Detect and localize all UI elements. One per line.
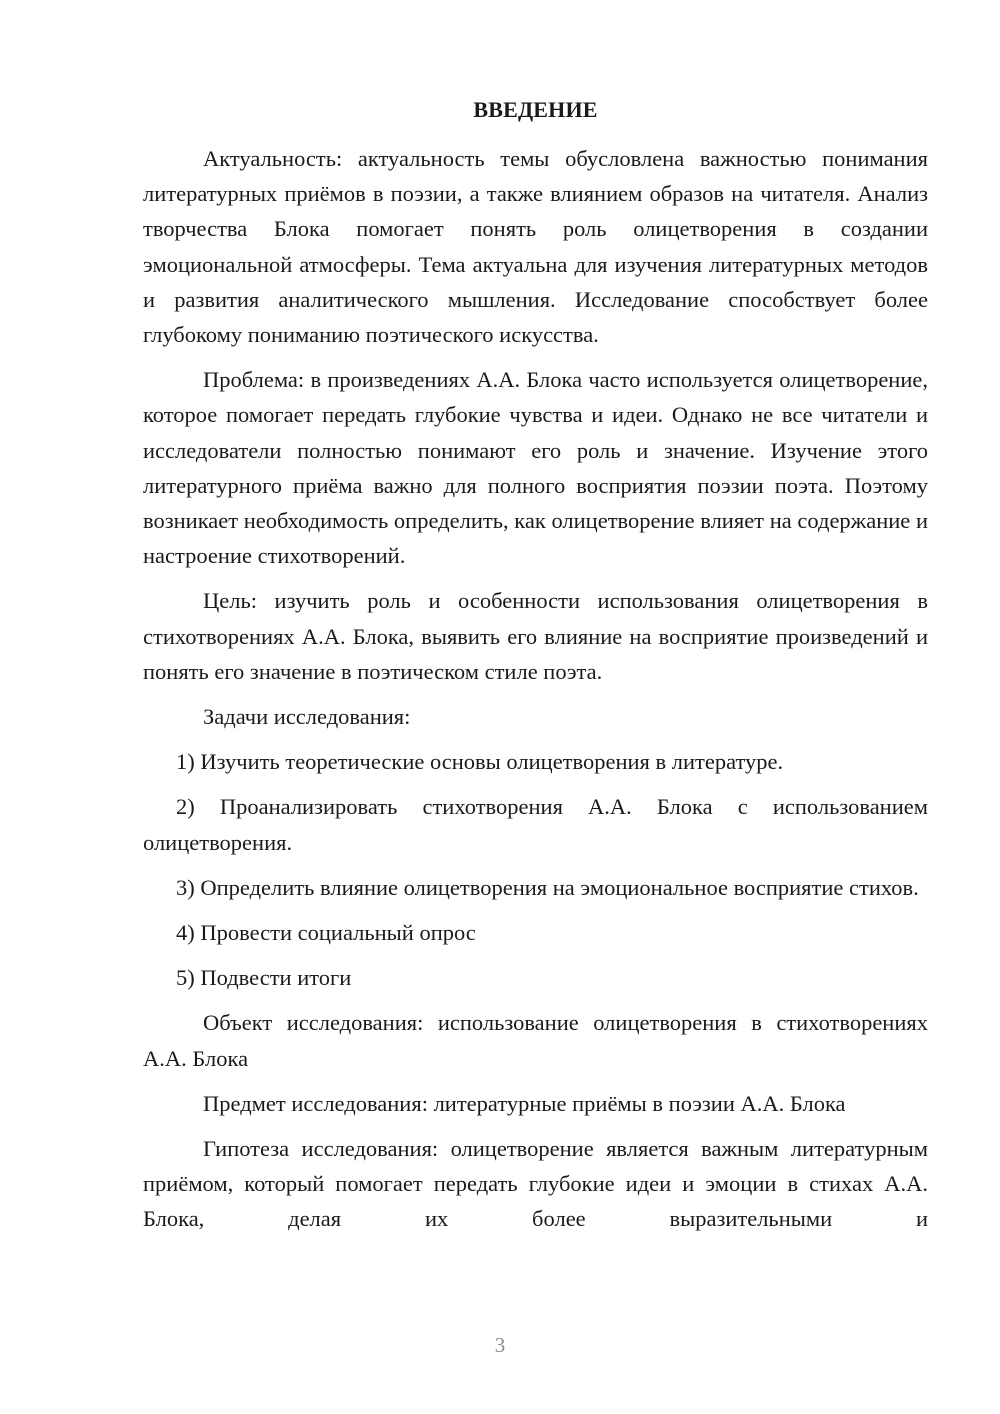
task-item-2: 2) Проанализировать стихотворения А.А. Блока с использованием олицетворения. [143,794,928,855]
section-title: ВВЕДЕНИЕ [473,97,598,122]
task-item-3: 3) Определить влияние олицетворения на эмоциональное восприятие стихов. [176,874,919,900]
subject-paragraph: Предмет исследования: литературные приёмы в поэзии А.А. Блока [203,1090,846,1116]
task-item-1: 1) Изучить теоретические основы олицетворения в литературе. [176,749,784,775]
relevance-paragraph: Актуальность: актуальность темы обусловлена важностью понимания литературных приёмов в поэзии, а также влиянием образов на читателя. Анализ творчества Блока помогает понять роль олицетворения в создании эмоциональной атмосферы. Тема актуальна для изучения литературных методов и развития аналитического мышления. Исследование способствует более глубокому пониманию поэтического искусства. [143,146,928,348]
page-number: 3 [494,1333,506,1357]
tasks-heading: Задачи исследования: [203,704,411,730]
goal-paragraph: Цель: изучить роль и особенности использования олицетворения в стихотворениях А.А. Блока, выявить его влияние на восприятие произведений и понять его значение в поэтическом стиле поэта. [143,588,928,684]
hypothesis-paragraph: Гипотеза исследования: олицетворение является важным литературным приёмом, который помогает передать глубокие идеи и эмоции в стихах А.А. Блока, делая их более выразительными и [143,1136,928,1232]
document-page [143,92,928,1247]
task-item-4: 4) Провести социальный опрос [176,920,476,946]
problem-paragraph: Проблема: в произведениях А.А. Блока часто используется олицетворение, которое помогает передать глубокие чувства и идеи. Однако не все читатели и исследователи полностью понимают его роль и значение. Изучение этого литературного приёма важно для полного восприятия поэзии поэта. Поэтому возникает необходимость определить, как олицетворение влияет на содержание и настроение стихотворений. [143,367,928,569]
object-paragraph: Объект исследования: использование олицетворения в стихотворениях А.А. Блока [143,1010,928,1071]
task-item-5: 5) Подвести итоги [176,965,352,991]
